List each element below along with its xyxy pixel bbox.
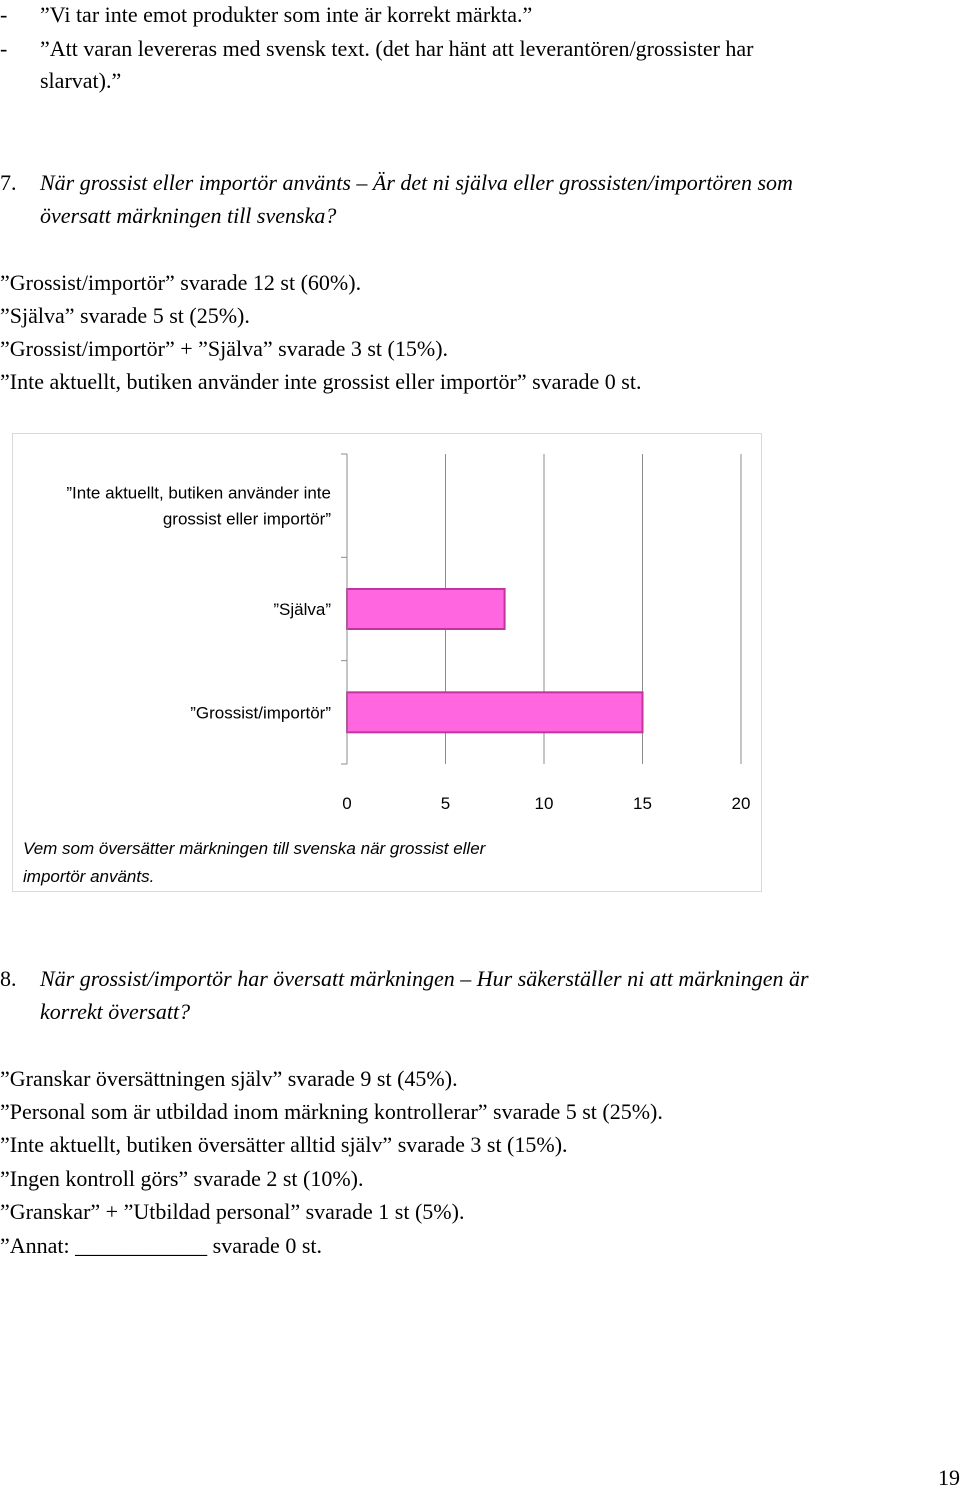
bullet-text-continued: slarvat).” xyxy=(40,68,122,93)
bullet-text: ”Vi tar inte emot produkter som inte är korrekt märkta.” xyxy=(40,2,533,27)
bullet-dash: - xyxy=(0,36,8,61)
q7-answer: ”Grossist/importör” svarade 12 st (60%). xyxy=(0,270,362,295)
chart-title: Vem som översätter märkningen till svenska när grossist eller xyxy=(23,839,486,858)
question-number: 7. xyxy=(0,170,17,195)
bullet-text: ”Att varan levereras med svensk text. (det har hänt att leverantören/grossister har xyxy=(40,36,754,61)
bullet-dash: - xyxy=(0,2,8,27)
x-tick-label: 10 xyxy=(534,794,554,813)
q8-answer: ”Annat: ____________ svarade 0 st. xyxy=(0,1233,322,1258)
x-tick-label: 5 xyxy=(440,794,451,813)
x-tick-label: 0 xyxy=(342,794,352,813)
q7-answer: ”Grossist/importör” + ”Själva” svarade 3 st (15%). xyxy=(0,336,449,361)
question-text-continued: korrekt översatt? xyxy=(40,999,191,1024)
category-label: ”Grossist/importör” xyxy=(190,703,331,723)
q8-answer: ”Granskar översättningen själv” svarade 9 st (45%). xyxy=(0,1066,458,1091)
x-tick-label: 15 xyxy=(633,794,652,813)
chart-svg xyxy=(13,434,761,891)
q8-answer: ”Personal som är utbildad inom märkning kontrollerar” svarade 5 st (25%). xyxy=(0,1099,663,1124)
q8-answer: ”Granskar” + ”Utbildad personal” svarade 1 st (5%). xyxy=(0,1199,465,1224)
question-7-line2 xyxy=(40,203,336,229)
question-8-line2 xyxy=(40,999,190,1025)
q7-answer: ”Inte aktuellt, butiken använder inte grossist eller importör” svarade 0 st. xyxy=(0,369,642,394)
bar xyxy=(347,692,643,732)
page-number: 19 xyxy=(938,1465,960,1490)
chart-title: importör använts. xyxy=(23,867,155,886)
question-number: 8. xyxy=(0,966,17,991)
question-text-continued: översatt märkningen till svenska? xyxy=(40,203,337,228)
q8-answer: ”Inte aktuellt, butiken översätter alltid själv” svarade 3 st (15%). xyxy=(0,1132,568,1157)
x-tick-label: 20 xyxy=(731,794,751,813)
bullet-2-continuation xyxy=(40,68,121,94)
q7-answer: ”Själva” svarade 5 st (25%). xyxy=(0,303,250,328)
bar xyxy=(347,589,505,629)
category-label: grossist eller importör” xyxy=(162,509,331,529)
question-text: När grossist eller importör använts – Är det ni själva eller grossisten/importören som xyxy=(40,170,793,195)
category-label: ”Själva” xyxy=(273,600,331,619)
bar-chart xyxy=(12,433,762,892)
q8-answer: ”Ingen kontroll görs” svarade 2 st (10%). xyxy=(0,1166,364,1191)
category-label: ”Inte aktuellt, butiken använder inte xyxy=(66,483,331,503)
question-text: När grossist/importör har översatt märkningen – Hur säkerställer ni att märkningen är xyxy=(40,966,809,991)
